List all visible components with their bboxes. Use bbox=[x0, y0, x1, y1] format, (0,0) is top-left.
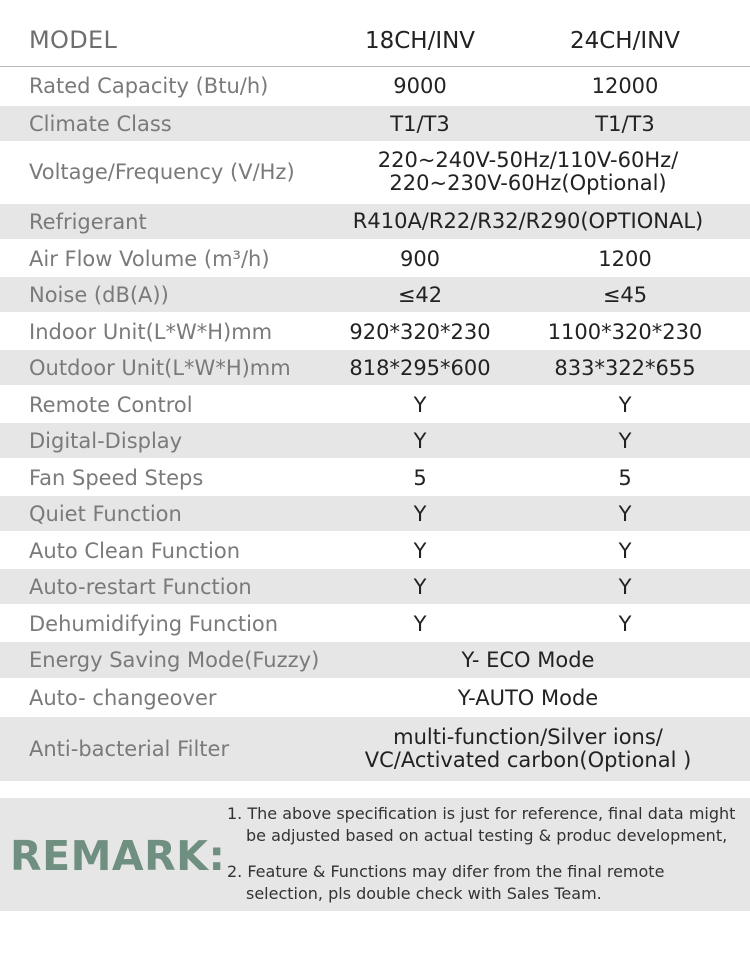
spec-label: Quiet Function bbox=[29, 501, 182, 526]
spec-value-18ch: Y bbox=[413, 428, 427, 453]
spec-value-24ch: Y bbox=[618, 392, 632, 417]
table-row bbox=[0, 717, 750, 781]
spec-label: Climate Class bbox=[29, 111, 172, 136]
spec-label: Outdoor Unit(L*W*H)mm bbox=[29, 355, 291, 380]
table-row bbox=[0, 533, 750, 568]
spec-value-24ch: Y bbox=[618, 501, 632, 526]
spec-value-line: 220~240V-50Hz/110V-60Hz/ bbox=[377, 147, 679, 172]
model-24ch-heading: 24CH/INV bbox=[569, 28, 681, 54]
spec-value-24ch: ≤45 bbox=[602, 282, 648, 307]
spec-value-both-models bbox=[330, 717, 726, 781]
spec-value-line: Y- ECO Mode bbox=[461, 647, 595, 672]
spec-label: Auto-restart Function bbox=[29, 574, 252, 599]
table-row bbox=[0, 496, 750, 531]
remark-note-2 bbox=[227, 861, 664, 905]
spec-value-both-models bbox=[330, 143, 726, 200]
spec-value-24ch: Y bbox=[618, 611, 632, 636]
spec-label: Refrigerant bbox=[29, 209, 147, 234]
spec-value-24ch: 1200 bbox=[598, 246, 652, 271]
table-row bbox=[0, 350, 750, 385]
spec-label: Air Flow Volume (m³/h) bbox=[29, 246, 270, 271]
table-row bbox=[0, 204, 750, 239]
spec-value-24ch: T1/T3 bbox=[595, 111, 655, 136]
table-row bbox=[0, 241, 750, 276]
spec-value-18ch: 900 bbox=[399, 246, 441, 271]
spec-value-24ch: Y bbox=[618, 428, 632, 453]
table-row bbox=[0, 569, 750, 604]
spec-value-line: Y-AUTO Mode bbox=[457, 685, 599, 710]
spec-value-18ch: T1/T3 bbox=[390, 111, 450, 136]
spec-value-18ch: 920*320*230 bbox=[349, 319, 491, 344]
table-row bbox=[0, 277, 750, 312]
spec-value-18ch: ≤42 bbox=[397, 282, 443, 307]
remark-note-1-line1: 1. The above specification is just for reference, final data might bbox=[227, 804, 736, 823]
table-row bbox=[0, 680, 750, 716]
spec-value-both-models bbox=[330, 204, 726, 239]
spec-label: Fan Speed Steps bbox=[29, 465, 204, 490]
table-row bbox=[0, 606, 750, 641]
spec-label: Energy Saving Mode(Fuzzy) bbox=[29, 648, 320, 672]
spec-value-18ch: 9000 bbox=[393, 73, 447, 98]
table-row bbox=[0, 387, 750, 422]
table-row bbox=[0, 423, 750, 458]
spec-label: Noise (dB(A)) bbox=[29, 282, 169, 307]
spec-value-24ch: Y bbox=[618, 574, 632, 599]
spec-value-24ch: 5 bbox=[618, 465, 632, 490]
spec-value-line: multi-function/Silver ions/ bbox=[393, 725, 663, 749]
spec-label: Auto- changeover bbox=[29, 686, 217, 710]
model-column-label: MODEL bbox=[29, 26, 118, 54]
spec-value-18ch: Y bbox=[413, 574, 427, 599]
spec-label: Anti-bacterial Filter bbox=[29, 737, 230, 761]
remark-title: REMARK: bbox=[10, 832, 226, 880]
spec-value-18ch: Y bbox=[413, 611, 427, 636]
table-row bbox=[0, 642, 750, 678]
table-row bbox=[0, 314, 750, 349]
table-header bbox=[0, 0, 750, 67]
table-row bbox=[0, 106, 750, 141]
remark-note-2-line2: selection, pls double check with Sales Team. bbox=[246, 884, 602, 903]
spec-label: Dehumidifying Function bbox=[29, 611, 279, 636]
spec-label: Remote Control bbox=[29, 392, 193, 417]
spec-label: Digital-Display bbox=[29, 428, 183, 453]
spec-value-line: VC/Activated carbon(Optional ) bbox=[364, 748, 692, 772]
spec-value-24ch: 12000 bbox=[591, 73, 659, 98]
spec-label: Rated Capacity (Btu/h) bbox=[29, 73, 269, 98]
spec-value-24ch: 833*322*655 bbox=[554, 355, 696, 380]
remark-note-1-line2: be adjusted based on actual testing & produc development, bbox=[246, 826, 728, 845]
spec-label: Indoor Unit(L*W*H)mm bbox=[29, 319, 273, 344]
spec-value-24ch: 1100*320*230 bbox=[547, 319, 703, 344]
spec-value-18ch: Y bbox=[413, 501, 427, 526]
spec-value-18ch: 818*295*600 bbox=[349, 355, 491, 380]
spec-value-18ch: Y bbox=[413, 392, 427, 417]
remark-note-2-line1: 2. Feature & Functions may difer from the final remote bbox=[227, 862, 665, 881]
remark-note-1 bbox=[227, 803, 735, 847]
spec-value-18ch: Y bbox=[413, 538, 427, 563]
spec-label: Voltage/Frequency (V/Hz) bbox=[29, 159, 295, 184]
spec-value-both-models bbox=[330, 642, 726, 678]
spec-label: Auto Clean Function bbox=[29, 538, 241, 563]
model-18ch-heading: 18CH/INV bbox=[364, 28, 476, 54]
spec-value-line: R410A/R22/R32/R290(OPTIONAL) bbox=[352, 209, 704, 233]
spec-value-line: 220~230V-60Hz(Optional) bbox=[389, 170, 667, 195]
table-row bbox=[0, 67, 750, 104]
spec-value-18ch: 5 bbox=[413, 465, 427, 490]
table-row bbox=[0, 143, 750, 200]
spec-value-both-models bbox=[330, 680, 726, 716]
table-row bbox=[0, 460, 750, 495]
spec-value-24ch: Y bbox=[618, 538, 632, 563]
